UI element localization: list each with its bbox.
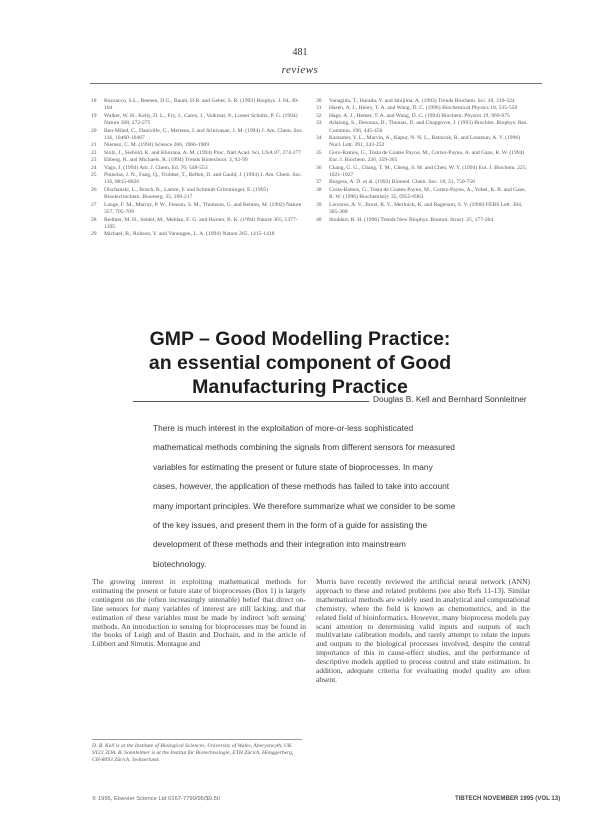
reference-text: Costa-Ramos, G., Tosta de Coates-Payno, M., Cortez-Payno, A., Yubel, K. B. and Gaze, R. W. (1996) Biochemistry 35, 6955-6963	[329, 186, 527, 201]
reference-item	[91, 98, 304, 113]
reference-number: 23	[91, 157, 97, 164]
reference-number: 25	[91, 172, 97, 179]
reference-text: Chang, G. G., Chang, T. M., Cheng, S. M. and Chen, W. Y. (1994) Eur. J. Biochem. 225, 1021-1027	[329, 164, 527, 179]
reference-number: 30	[316, 98, 322, 104]
reference-item	[316, 187, 529, 202]
reference-text: Michael, B., Robson, Y. and Vannugen, L. A. (1994) Nature 265, 1415-1418	[104, 231, 275, 238]
copyright-line: © 1995, Elsevier Science Ltd 0167-7799/95/$9.50	[92, 796, 221, 802]
reference-text: Bozzacco, S.L., Reenen, D.G., Baum, D.R. and Geber, S. R. (1993) Biophys. J. 64, 49-104	[104, 98, 299, 112]
reference-text: Hage, A. J., Hemer, T. A. and Wang, D. C. (1994) Biochem. Physics 19, 969-975	[329, 112, 510, 119]
reference-number: 40	[316, 216, 322, 223]
reference-number: 28	[91, 216, 97, 223]
reference-text: Burgess, A. D. et al. (1993) Biomed. Chem. Soc. 18, 31, 750-758	[329, 179, 475, 186]
reference-text: Walker, W. H., Kelly, D. L., Fry, J., Carey, J., Volkmar, P., Lusser Schultz, P. G. (1994) Nature 368, 272-275	[104, 112, 298, 127]
reference-text: Yanagida, T., Harada, Y. and Ishijima, A. (1993) Trends Biochem. Sci. 18, 319-324	[329, 98, 515, 104]
reference-text: Redmer, M. H., Seidel, M., Mehlan, E. G. and Horner, B. K. (1994) Nature 365, 1377-1395	[104, 216, 298, 230]
reference-item	[91, 172, 304, 187]
reference-number: 36	[316, 164, 322, 171]
reference-number: 20	[91, 127, 97, 134]
reference-number: 21	[91, 142, 97, 149]
reference-text: Kastamer, Y. L., Marvin, A., Kapur, N. N. L., Ratnicsk, R. and Lesatsun, A. V. (1996) Nucl. Lett. 391, 243-252	[329, 135, 521, 149]
section-label: reviews	[281, 64, 319, 76]
title-line: Manufacturing Practice	[192, 376, 408, 398]
reference-number: 26	[91, 186, 97, 193]
reference-text: Stoddart, R. H. (1996) Trends New Biophys. Biomol. Struct. 25, 177-204	[329, 216, 494, 223]
journal-issue-footer: TIBTECH NOVEMBER 1995 (VOL 13)	[455, 795, 561, 802]
reference-text: Stolz, J., Siebold, K. and Khorana, A. M. (1994) Proc. Natl Acad. Sci. USA 87, 274-277	[104, 149, 302, 156]
reference-text: Ebberg, R. and Michaels, R. (1994) Trends Biotechnol. 3, 92-99	[104, 157, 248, 164]
reference-number: 22	[91, 149, 97, 156]
reference-text: Hasen, A. J., Henry, T. A. and Wang, D. C. (1996) Biochemical Physics 18, 535-550	[329, 105, 518, 112]
header-rule	[90, 83, 542, 84]
reference-item	[316, 202, 529, 217]
affiliation-rule	[92, 739, 302, 740]
reference-number: 29	[91, 231, 97, 238]
reference-text: Vago, J. (1994) Am. J. Chem. Ed. 70, 548-553	[104, 164, 208, 171]
reference-number: 39	[316, 201, 322, 208]
reference-text: Goro-Ramos, G., Tosta de Coates Payno, M., Cortez-Payno, A. and Gaze, R. W. (1994) Eur. J. Biochem. 226, 359-365	[329, 149, 525, 164]
references-left	[91, 98, 304, 239]
reference-number: 18	[91, 98, 97, 104]
reference-item	[316, 120, 529, 135]
body-column-left: The growing interest in exploiting mathematical methods for estimating the present or future state of bioprocesses (Box 1) is largely contingent on the (often increasingly untenable) belief that direct on-line sensors for many variables of interest are still lacking, and that estimation of these variables must be made by indirect 'soft sensing' methods. An introduction to sensing for bioprocesses may be found in the books of Leigh and of Bastin and Dochain, and in the article of Lübbert and Simutis. Montague and	[92, 577, 306, 649]
reference-text: Pinnelas, J. N., Fang, Q., Trobber, T., Reflen, D. and Gauld, J. (1994) J. Am. Chem. Soc. 116, 8815-8826	[104, 172, 303, 186]
reference-item	[316, 105, 529, 112]
author-affiliation: D. B. Kell is at the Institute of Biological Sciences, University of Wales, Aberystwyth, UK SY23 3DA. B. Sonnleitner is at the Institut für Biotechnologie, ETH Zürich, Hönggerberg, CH-8093 Zürich, Switzerland.	[92, 743, 294, 763]
reference-item	[316, 135, 529, 150]
reference-text: Lievaros, A. V., Borst, R. V., Merlnick, K. and Ragerson, S. V. (1996) FEBS Lett. 384, 385-388	[329, 201, 523, 216]
page-number: 481	[292, 47, 308, 58]
reference-item	[91, 113, 304, 128]
authors-rule	[133, 401, 369, 402]
reference-text: Niemez, C. M. (1994) Science 266, 1966-1969	[104, 142, 210, 149]
abstract: There is much interest in the exploitation of more-or-less sophisticated mathematical methods combining the signals from different sensors for measured variables for estimating the present or future state of bioprocesses. In many cases, however, the application of these methods has failed to take into account many important principles. We therefore summarize what we consider to be some of the key issues, and present them in the form of a guide for assisting the development of these methods and their integration into mainstream biotechnology.	[153, 423, 456, 569]
reference-item	[316, 165, 529, 180]
references-right	[316, 98, 529, 224]
reference-item	[91, 231, 304, 238]
reference-number: 38	[316, 186, 322, 193]
reference-item	[316, 217, 529, 224]
reference-item	[316, 150, 529, 165]
reference-number: 31	[316, 105, 322, 112]
title-line: GMP – Good Modelling Practice:	[149, 328, 451, 350]
reference-number: 34	[316, 135, 322, 142]
reference-number: 33	[316, 120, 322, 127]
authors: Douglas B. Kell and Bernhard Sonnleitner	[373, 394, 527, 404]
reference-number: 24	[91, 164, 97, 171]
reference-item	[91, 202, 304, 217]
reference-number: 35	[316, 149, 322, 156]
reference-number: 37	[316, 179, 322, 186]
body-column-right: Morris have recently reviewed the artificial neural network (ANN) approach to these and related problems (see also Refs 11-13). Similar mathematical methods are widely used in analytical and computational chemistry, where the field is known as chemometrics, and in the related field of bioinformatics. However, many bioprocess models pay scant attention to determining valid inputs and outputs of such multivariate calibration models, and rarely attempt to relate the inputs and outputs to the biological processes involved, despite the central importance of this in cause-effect studies, and the performance of descriptive models applied to process control and state estimation. In addition, adequate criteria for evaluating model quality are often absent.	[316, 577, 530, 684]
reference-text: Adalong, S., Desouza, D., Thomas, D. and Chapgrove, J. (1993) Biochim. Biophys. Res. Commun. 196, 445-450	[329, 120, 528, 134]
reference-text: Ben-Miled, C., Daniville, C., Mertens, J. and Srinivasan, J. M. (1994) J. Am. Chem. Soc. 116, 10460-10467	[104, 127, 304, 142]
reference-number: 27	[91, 201, 97, 208]
reference-item	[91, 157, 304, 164]
reference-item	[316, 179, 529, 186]
reference-item	[91, 187, 304, 202]
reference-number: 32	[316, 112, 322, 119]
reference-number: 19	[91, 112, 97, 119]
article-title	[0, 327, 600, 399]
reference-item	[91, 128, 304, 143]
title-line: an essential component of Good	[148, 352, 452, 374]
reference-text: Lange, F. M., Murray, P. W., Fenson, S. M., Thomson, G. and Benton, M. (1992) Nature 357, 705-709	[104, 201, 302, 216]
reference-item	[91, 142, 304, 149]
reference-item	[91, 165, 304, 172]
reference-item	[91, 217, 304, 232]
reference-text: Olschanski, L., Bosch, R., Lamm, F. and Schmidt-Grimminger, E. (1995) Bioelectrochem. Bioenerg. 35, 209-217	[104, 186, 269, 201]
